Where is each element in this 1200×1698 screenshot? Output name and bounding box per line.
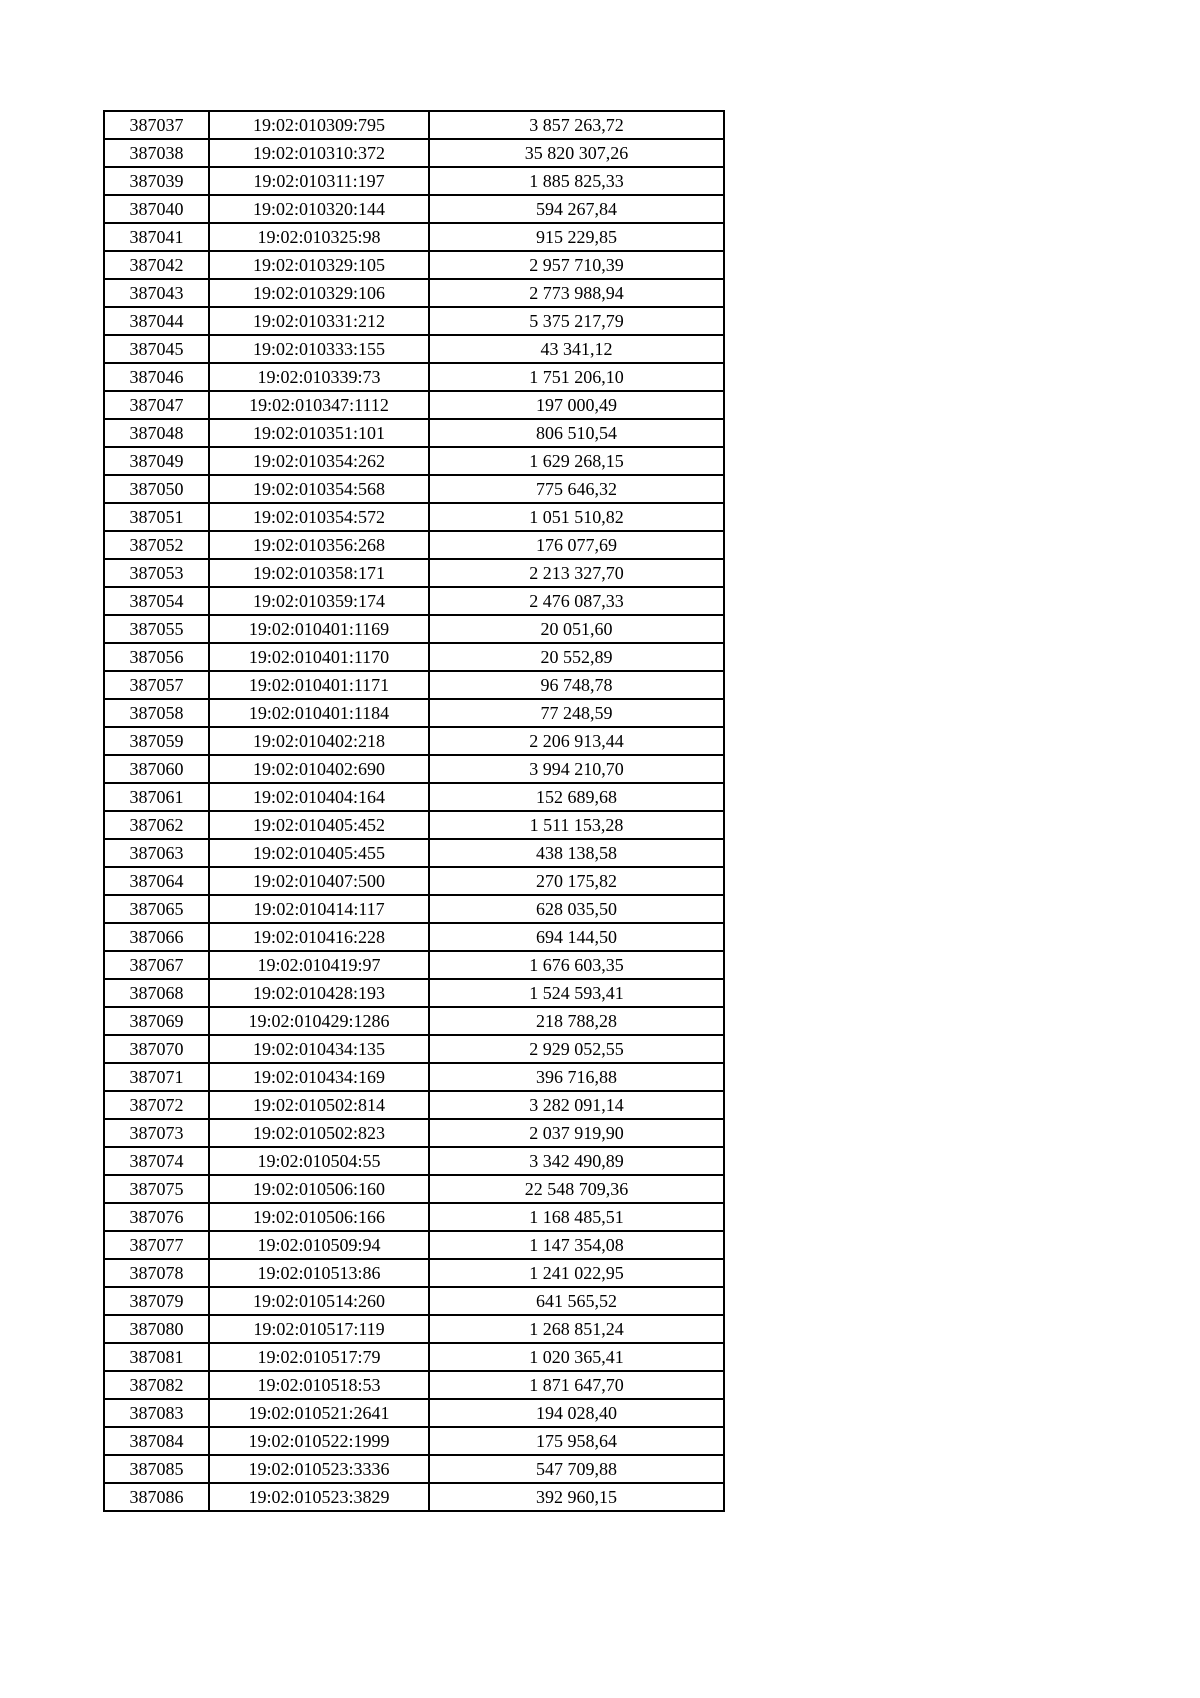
cadastral-value-cell: 2 476 087,33 <box>429 587 724 615</box>
cadastral-value-cell: 1 241 022,95 <box>429 1259 724 1287</box>
table-row <box>104 867 724 895</box>
row-number-cell: 387052 <box>104 531 209 559</box>
table-row <box>104 1119 724 1147</box>
cadastral-number-cell: 19:02:010402:218 <box>209 727 429 755</box>
table-row <box>104 783 724 811</box>
cadastral-value-cell: 1 147 354,08 <box>429 1231 724 1259</box>
row-number-cell: 387065 <box>104 895 209 923</box>
row-number-cell: 387061 <box>104 783 209 811</box>
row-number-cell: 387041 <box>104 223 209 251</box>
row-number-cell: 387070 <box>104 1035 209 1063</box>
cadastral-value-cell: 77 248,59 <box>429 699 724 727</box>
cadastral-number-cell: 19:02:010521:2641 <box>209 1399 429 1427</box>
row-number-cell: 387048 <box>104 419 209 447</box>
table-row <box>104 1203 724 1231</box>
cadastral-value-cell: 2 929 052,55 <box>429 1035 724 1063</box>
cadastral-value-cell: 1 871 647,70 <box>429 1371 724 1399</box>
cadastral-number-cell: 19:02:010419:97 <box>209 951 429 979</box>
cadastral-value-cell: 2 773 988,94 <box>429 279 724 307</box>
row-number-cell: 387082 <box>104 1371 209 1399</box>
cadastral-value-cell: 1 751 206,10 <box>429 363 724 391</box>
cadastral-value-cell: 547 709,88 <box>429 1455 724 1483</box>
table-row <box>104 727 724 755</box>
table-row <box>104 307 724 335</box>
cadastral-value-cell: 694 144,50 <box>429 923 724 951</box>
cadastral-value-cell: 396 716,88 <box>429 1063 724 1091</box>
table-row <box>104 167 724 195</box>
cadastral-value-cell: 775 646,32 <box>429 475 724 503</box>
cadastral-number-cell: 19:02:010404:164 <box>209 783 429 811</box>
row-number-cell: 387071 <box>104 1063 209 1091</box>
table-row <box>104 1063 724 1091</box>
cadastral-number-cell: 19:02:010309:795 <box>209 111 429 139</box>
table-row <box>104 1427 724 1455</box>
cadastral-value-cell: 152 689,68 <box>429 783 724 811</box>
row-number-cell: 387056 <box>104 643 209 671</box>
table-row <box>104 1399 724 1427</box>
row-number-cell: 387066 <box>104 923 209 951</box>
table-row <box>104 1371 724 1399</box>
cadastral-value-cell: 194 028,40 <box>429 1399 724 1427</box>
cadastral-value-cell: 22 548 709,36 <box>429 1175 724 1203</box>
cadastral-value-cell: 1 629 268,15 <box>429 447 724 475</box>
table-row <box>104 335 724 363</box>
cadastral-value-cell: 5 375 217,79 <box>429 307 724 335</box>
cadastral-number-cell: 19:02:010401:1169 <box>209 615 429 643</box>
cadastral-number-cell: 19:02:010405:452 <box>209 811 429 839</box>
cadastral-number-cell: 19:02:010354:568 <box>209 475 429 503</box>
cadastral-number-cell: 19:02:010356:268 <box>209 531 429 559</box>
row-number-cell: 387043 <box>104 279 209 307</box>
cadastral-number-cell: 19:02:010416:228 <box>209 923 429 951</box>
row-number-cell: 387063 <box>104 839 209 867</box>
cadastral-value-cell: 20 552,89 <box>429 643 724 671</box>
cadastral-value-cell: 3 282 091,14 <box>429 1091 724 1119</box>
cadastral-value-table <box>103 110 725 1512</box>
cadastral-number-cell: 19:02:010502:814 <box>209 1091 429 1119</box>
table-row <box>104 755 724 783</box>
table-row <box>104 195 724 223</box>
cadastral-value-cell: 1 885 825,33 <box>429 167 724 195</box>
cadastral-number-cell: 19:02:010506:160 <box>209 1175 429 1203</box>
table-row <box>104 251 724 279</box>
row-number-cell: 387054 <box>104 587 209 615</box>
cadastral-number-cell: 19:02:010320:144 <box>209 195 429 223</box>
cadastral-value-cell: 35 820 307,26 <box>429 139 724 167</box>
cadastral-number-cell: 19:02:010502:823 <box>209 1119 429 1147</box>
cadastral-number-cell: 19:02:010401:1184 <box>209 699 429 727</box>
cadastral-number-cell: 19:02:010434:169 <box>209 1063 429 1091</box>
row-number-cell: 387075 <box>104 1175 209 1203</box>
cadastral-value-cell: 2 206 913,44 <box>429 727 724 755</box>
table-row <box>104 951 724 979</box>
table-row <box>104 139 724 167</box>
cadastral-value-cell: 197 000,49 <box>429 391 724 419</box>
row-number-cell: 387077 <box>104 1231 209 1259</box>
table-row <box>104 671 724 699</box>
row-number-cell: 387069 <box>104 1007 209 1035</box>
cadastral-value-cell: 438 138,58 <box>429 839 724 867</box>
table-row <box>104 1007 724 1035</box>
table-row <box>104 1147 724 1175</box>
row-number-cell: 387050 <box>104 475 209 503</box>
cadastral-number-cell: 19:02:010331:212 <box>209 307 429 335</box>
row-number-cell: 387084 <box>104 1427 209 1455</box>
table-row <box>104 1091 724 1119</box>
cadastral-number-cell: 19:02:010434:135 <box>209 1035 429 1063</box>
cadastral-number-cell: 19:02:010354:572 <box>209 503 429 531</box>
cadastral-number-cell: 19:02:010407:500 <box>209 867 429 895</box>
row-number-cell: 387072 <box>104 1091 209 1119</box>
cadastral-number-cell: 19:02:010428:193 <box>209 979 429 1007</box>
cadastral-number-cell: 19:02:010354:262 <box>209 447 429 475</box>
table-row <box>104 979 724 1007</box>
row-number-cell: 387046 <box>104 363 209 391</box>
table-row <box>104 1035 724 1063</box>
row-number-cell: 387074 <box>104 1147 209 1175</box>
cadastral-number-cell: 19:02:010339:73 <box>209 363 429 391</box>
cadastral-value-cell: 1 268 851,24 <box>429 1315 724 1343</box>
cadastral-number-cell: 19:02:010329:106 <box>209 279 429 307</box>
row-number-cell: 387080 <box>104 1315 209 1343</box>
cadastral-value-cell: 96 748,78 <box>429 671 724 699</box>
row-number-cell: 387081 <box>104 1343 209 1371</box>
cadastral-number-cell: 19:02:010429:1286 <box>209 1007 429 1035</box>
cadastral-number-cell: 19:02:010523:3336 <box>209 1455 429 1483</box>
table-row <box>104 1287 724 1315</box>
table-row <box>104 111 724 139</box>
table-row <box>104 615 724 643</box>
table-row <box>104 587 724 615</box>
cadastral-number-cell: 19:02:010518:53 <box>209 1371 429 1399</box>
row-number-cell: 387057 <box>104 671 209 699</box>
row-number-cell: 387051 <box>104 503 209 531</box>
table-row <box>104 223 724 251</box>
cadastral-value-cell: 20 051,60 <box>429 615 724 643</box>
row-number-cell: 387044 <box>104 307 209 335</box>
cadastral-value-cell: 270 175,82 <box>429 867 724 895</box>
cadastral-number-cell: 19:02:010506:166 <box>209 1203 429 1231</box>
cadastral-value-cell: 1 020 365,41 <box>429 1343 724 1371</box>
row-number-cell: 387086 <box>104 1483 209 1511</box>
row-number-cell: 387045 <box>104 335 209 363</box>
table-row <box>104 643 724 671</box>
table-row <box>104 531 724 559</box>
table-row <box>104 559 724 587</box>
cadastral-number-cell: 19:02:010310:372 <box>209 139 429 167</box>
table-row <box>104 1259 724 1287</box>
cadastral-value-cell: 1 168 485,51 <box>429 1203 724 1231</box>
cadastral-number-cell: 19:02:010351:101 <box>209 419 429 447</box>
cadastral-number-cell: 19:02:010405:455 <box>209 839 429 867</box>
cadastral-number-cell: 19:02:010358:171 <box>209 559 429 587</box>
table-row <box>104 699 724 727</box>
table-row <box>104 1455 724 1483</box>
cadastral-value-cell: 3 342 490,89 <box>429 1147 724 1175</box>
row-number-cell: 387060 <box>104 755 209 783</box>
row-number-cell: 387083 <box>104 1399 209 1427</box>
cadastral-value-cell: 2 213 327,70 <box>429 559 724 587</box>
cadastral-number-cell: 19:02:010414:117 <box>209 895 429 923</box>
table-row <box>104 475 724 503</box>
table-body <box>104 111 724 1511</box>
table-row <box>104 279 724 307</box>
cadastral-value-cell: 1 676 603,35 <box>429 951 724 979</box>
cadastral-number-cell: 19:02:010347:1112 <box>209 391 429 419</box>
table-row <box>104 811 724 839</box>
table-row <box>104 419 724 447</box>
cadastral-value-cell: 2 037 919,90 <box>429 1119 724 1147</box>
cadastral-value-cell: 3 857 263,72 <box>429 111 724 139</box>
row-number-cell: 387073 <box>104 1119 209 1147</box>
row-number-cell: 387053 <box>104 559 209 587</box>
cadastral-value-cell: 3 994 210,70 <box>429 755 724 783</box>
cadastral-number-cell: 19:02:010402:690 <box>209 755 429 783</box>
cadastral-number-cell: 19:02:010401:1171 <box>209 671 429 699</box>
row-number-cell: 387062 <box>104 811 209 839</box>
row-number-cell: 387076 <box>104 1203 209 1231</box>
table-row <box>104 1483 724 1511</box>
row-number-cell: 387040 <box>104 195 209 223</box>
table-row <box>104 503 724 531</box>
cadastral-value-cell: 641 565,52 <box>429 1287 724 1315</box>
cadastral-number-cell: 19:02:010517:119 <box>209 1315 429 1343</box>
cadastral-value-cell: 915 229,85 <box>429 223 724 251</box>
row-number-cell: 387059 <box>104 727 209 755</box>
row-number-cell: 387078 <box>104 1259 209 1287</box>
table-row <box>104 1343 724 1371</box>
table-row <box>104 363 724 391</box>
cadastral-number-cell: 19:02:010522:1999 <box>209 1427 429 1455</box>
row-number-cell: 387068 <box>104 979 209 1007</box>
row-number-cell: 387058 <box>104 699 209 727</box>
cadastral-number-cell: 19:02:010513:86 <box>209 1259 429 1287</box>
cadastral-value-cell: 628 035,50 <box>429 895 724 923</box>
row-number-cell: 387037 <box>104 111 209 139</box>
cadastral-value-cell: 2 957 710,39 <box>429 251 724 279</box>
cadastral-value-cell: 43 341,12 <box>429 335 724 363</box>
cadastral-number-cell: 19:02:010359:174 <box>209 587 429 615</box>
cadastral-value-cell: 1 511 153,28 <box>429 811 724 839</box>
cadastral-value-cell: 1 051 510,82 <box>429 503 724 531</box>
cadastral-value-cell: 176 077,69 <box>429 531 724 559</box>
cadastral-number-cell: 19:02:010401:1170 <box>209 643 429 671</box>
cadastral-number-cell: 19:02:010514:260 <box>209 1287 429 1315</box>
cadastral-number-cell: 19:02:010517:79 <box>209 1343 429 1371</box>
row-number-cell: 387085 <box>104 1455 209 1483</box>
cadastral-value-cell: 594 267,84 <box>429 195 724 223</box>
cadastral-value-cell: 806 510,54 <box>429 419 724 447</box>
table-row <box>104 1315 724 1343</box>
row-number-cell: 387064 <box>104 867 209 895</box>
table-row <box>104 1231 724 1259</box>
table-row <box>104 1175 724 1203</box>
table-row <box>104 391 724 419</box>
cadastral-number-cell: 19:02:010504:55 <box>209 1147 429 1175</box>
cadastral-number-cell: 19:02:010311:197 <box>209 167 429 195</box>
table-row <box>104 895 724 923</box>
row-number-cell: 387079 <box>104 1287 209 1315</box>
cadastral-value-cell: 1 524 593,41 <box>429 979 724 1007</box>
cadastral-value-cell: 392 960,15 <box>429 1483 724 1511</box>
row-number-cell: 387067 <box>104 951 209 979</box>
table-row <box>104 923 724 951</box>
row-number-cell: 387039 <box>104 167 209 195</box>
row-number-cell: 387038 <box>104 139 209 167</box>
table-row <box>104 839 724 867</box>
cadastral-number-cell: 19:02:010509:94 <box>209 1231 429 1259</box>
row-number-cell: 387047 <box>104 391 209 419</box>
table-row <box>104 447 724 475</box>
row-number-cell: 387042 <box>104 251 209 279</box>
row-number-cell: 387055 <box>104 615 209 643</box>
cadastral-number-cell: 19:02:010329:105 <box>209 251 429 279</box>
cadastral-value-cell: 175 958,64 <box>429 1427 724 1455</box>
cadastral-number-cell: 19:02:010325:98 <box>209 223 429 251</box>
cadastral-number-cell: 19:02:010333:155 <box>209 335 429 363</box>
cadastral-value-cell: 218 788,28 <box>429 1007 724 1035</box>
row-number-cell: 387049 <box>104 447 209 475</box>
cadastral-number-cell: 19:02:010523:3829 <box>209 1483 429 1511</box>
